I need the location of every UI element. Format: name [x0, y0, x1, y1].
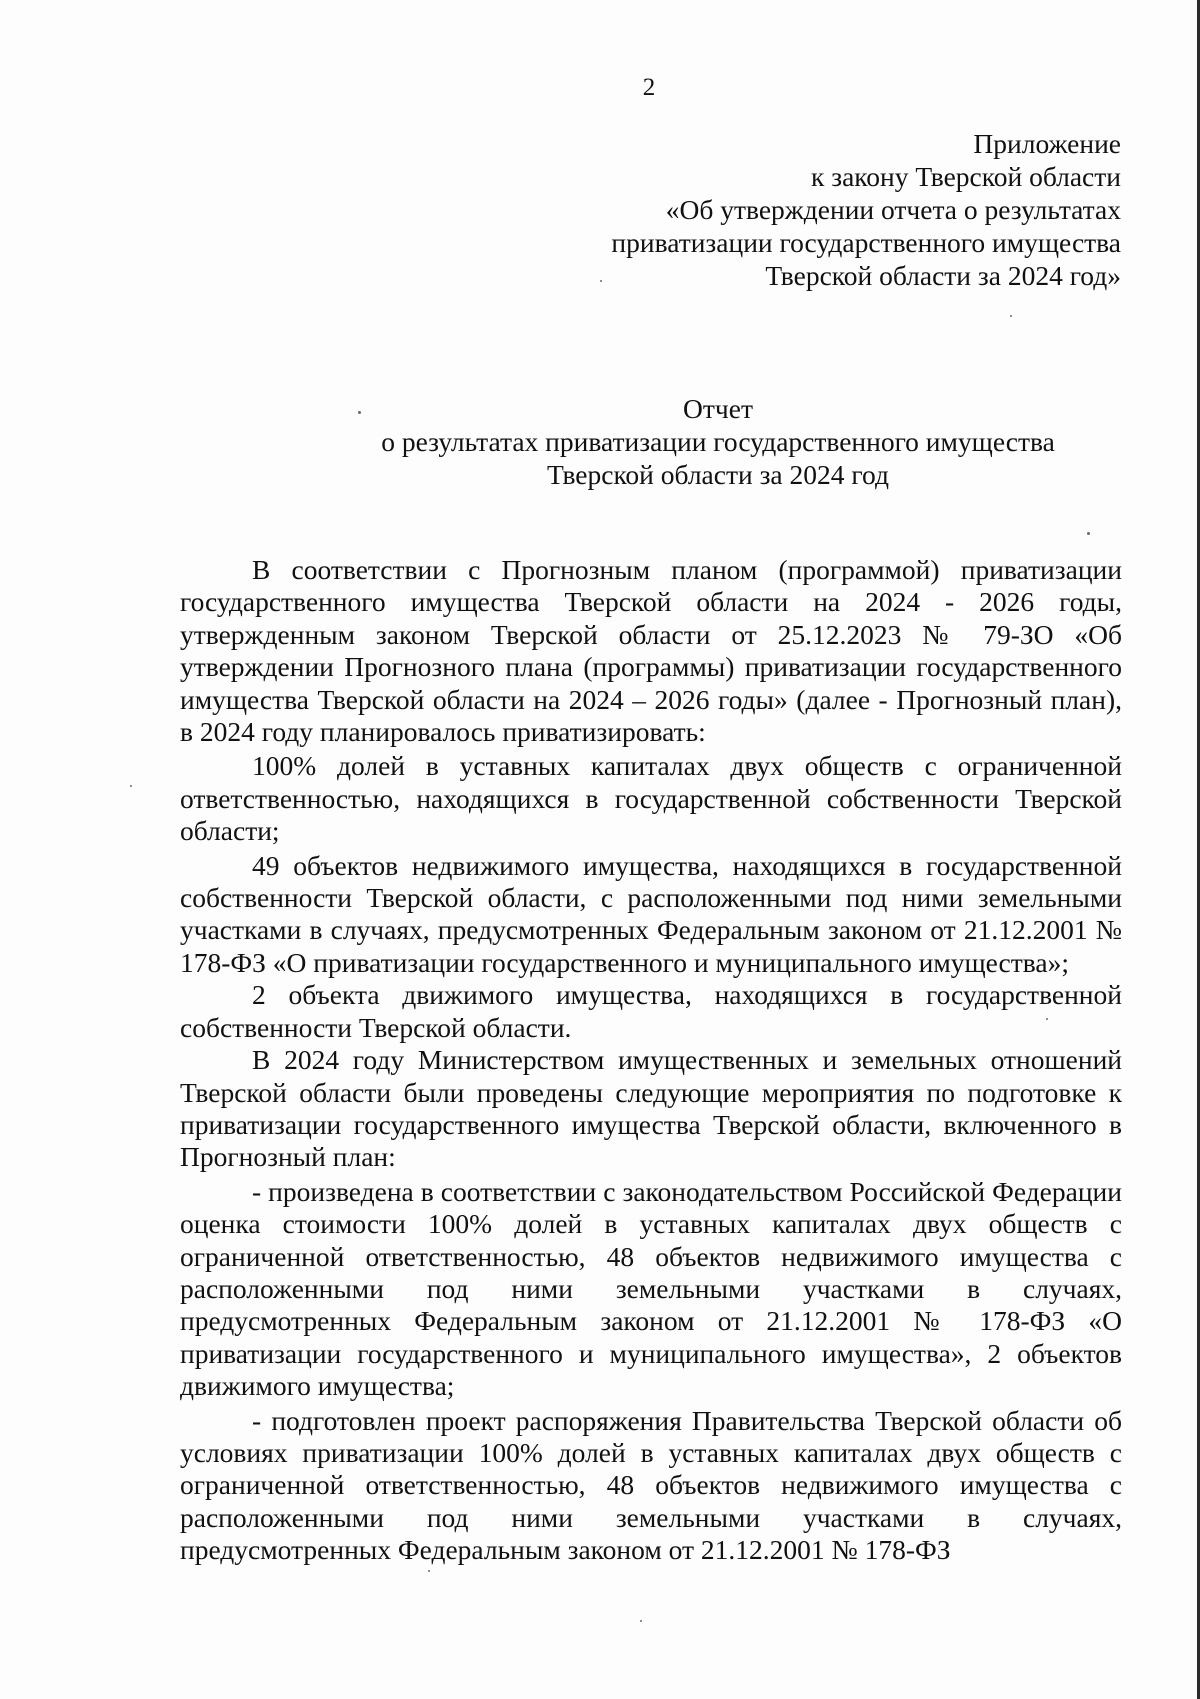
paragraph: В 2024 году Министерством имущественных и земельных отношений Тверской области были проведены следующие мероприятия по подготовке к приватизации государственного имущества Тверской области, включенного в Прогнозный план:	[180, 1044, 1122, 1173]
title-line: Тверской области за 2024 год	[547, 459, 889, 490]
paragraph: - произведена в соответствии с законодательством Российской Федерации оценка стоимости 100% долей в уставных капиталах двух обществ с ограниченной ответственностью, 48 объектов недвижимого имущества с расположенными под ними земельными участками в случаях, предусмотренных Федеральным законом от 21.12.2001 № 178-ФЗ «О приватизации государственного и муниципального имущества», 2 объектов движимого имущества;	[180, 1175, 1122, 1402]
scan-speck	[1087, 532, 1090, 535]
scan-speck	[130, 785, 132, 787]
scan-speck	[640, 1620, 642, 1622]
scan-speck	[1046, 1018, 1048, 1020]
paragraph: В соответствии с Прогнозным планом (программой) приватизации государственного имущества Тверской области на 2024 - 2026 годы, утвержденным законом Тверской области от 25.12.2023 № 79-ЗО «Об утверждении Прогнозного плана (программы) приватизации государственного имущества Тверской области на 2024 – 2026 годы» (далее - Прогнозный план), в 2024 году планировалось приватизировать:	[180, 554, 1122, 748]
title-line: о результатах приватизации государственного имущества	[381, 426, 1055, 457]
appendix-line: Тверской области за 2024 год»	[765, 260, 1121, 291]
paragraph: 100% долей в уставных капиталах двух обществ с ограниченной ответственностью, находящихся в государственной собственности Тверской области;	[180, 750, 1122, 847]
report-title	[180, 392, 1200, 491]
paragraph: 2 объекта движимого имущества, находящихся в государственной собственности Тверской области.	[180, 979, 1122, 1043]
appendix-line: «Об утверждении отчета о результатах	[665, 194, 1121, 225]
paragraph: - подготовлен проект распоряжения Правительства Тверской области об условиях приватизации 100% долей в уставных капиталах двух обществ с ограниченной ответственностью, 48 объектов недвижимого имущества с расположенными под ними земельными участками в случаях, предусмотренных Федеральным законом от 21.12.2001 № 178-ФЗ	[180, 1404, 1122, 1566]
appendix-header	[611, 127, 1121, 292]
scan-speck	[600, 280, 602, 282]
scan-speck	[428, 1570, 430, 1572]
title-heading: Отчет	[683, 393, 753, 424]
scan-speck	[1010, 315, 1012, 317]
appendix-line: Приложение	[973, 128, 1121, 159]
scan-speck	[358, 411, 361, 414]
appendix-line: приватизации государственного имущества	[611, 227, 1121, 258]
page-number: 2	[642, 74, 656, 101]
appendix-line: к закону Тверской области	[810, 161, 1121, 192]
report-body	[180, 554, 1122, 1567]
paragraph: 49 объектов недвижимого имущества, находящихся в государственной собственности Тверской области, с расположенными под ними земельными участками в случаях, предусмотренных Федеральным законом от 21.12.2001 № 178-ФЗ «О приватизации государственного и муниципального имущества»;	[180, 849, 1122, 978]
